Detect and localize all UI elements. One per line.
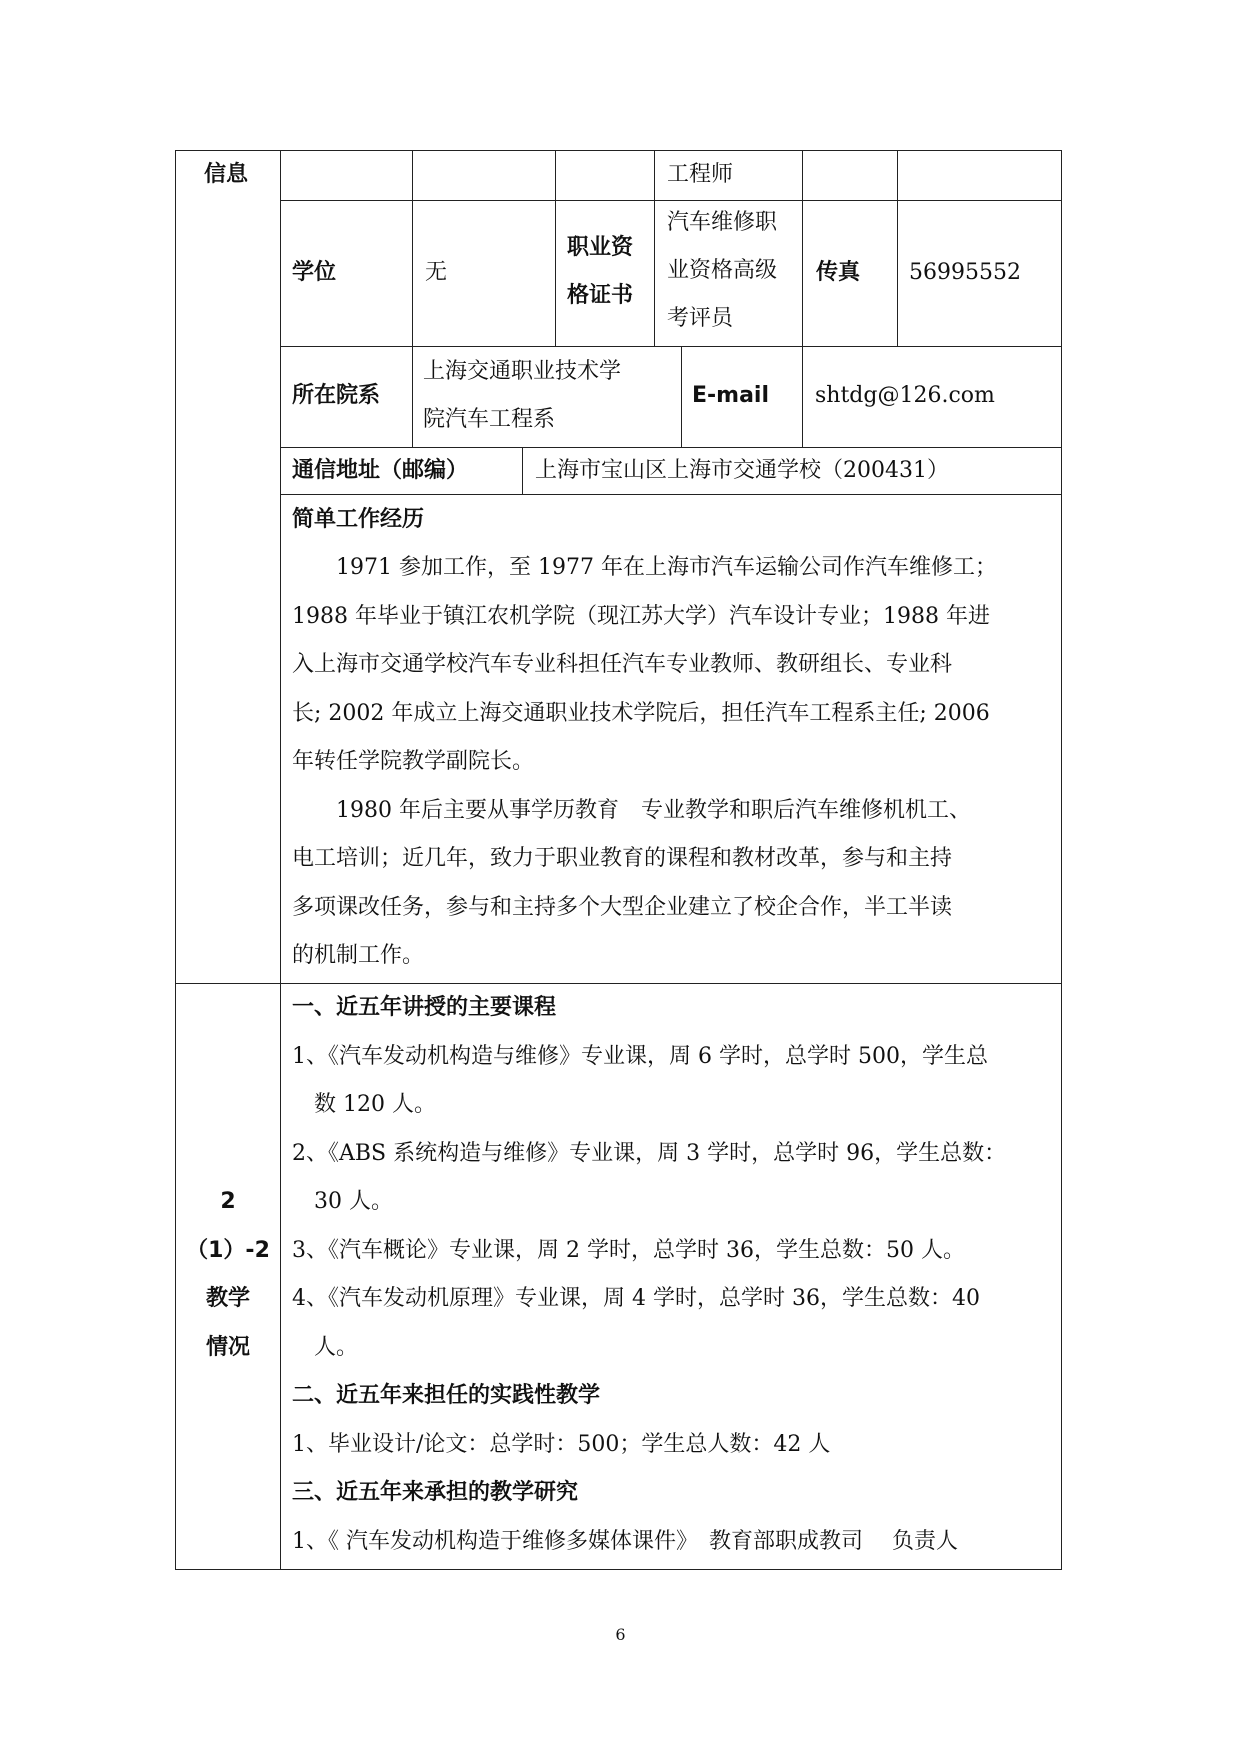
side-label-line: 2 <box>220 1189 236 1214</box>
course-line: 3、《汽车概论》专业课，周 2 学时，总学时 36，学生总数：50 人。 <box>292 1238 965 1263</box>
text-line: 1971 参加工作，至 1977 年在上海市汽车运输公司作汽车维修工； <box>292 555 997 580</box>
table-border-right <box>1061 150 1062 1570</box>
text-line: 长; 2002 年成立上海交通职业技术学院后，担任汽车工程系主任; 2006 <box>292 701 990 726</box>
course-line: 30 人。 <box>292 1189 393 1214</box>
col-line <box>555 150 556 346</box>
side-label-line: 情况 <box>205 1335 250 1360</box>
table-border-top <box>175 150 1062 151</box>
page-number: 6 <box>615 1625 626 1644</box>
address-label: 通信地址（邮编） <box>292 458 469 483</box>
email-label: E-mail <box>692 383 770 408</box>
text-line: 多项课改任务，参与和主持多个大型企业建立了校企合作，半工半读 <box>292 895 953 920</box>
dept-value-line2: 院汽车工程系 <box>423 407 556 432</box>
side-label-info: 信息 <box>204 162 249 187</box>
col-line <box>522 447 523 494</box>
col-line <box>412 346 413 447</box>
degree-value: 无 <box>425 260 448 285</box>
research-line: 1、《 汽车发动机构造于维修多媒体课件》 教育部职成教司 负责人 <box>292 1529 958 1554</box>
title-value: 工程师 <box>667 162 734 187</box>
text-line: 的机制工作。 <box>292 943 425 968</box>
col-line <box>681 346 682 447</box>
cert-value-line1: 汽车维修职 <box>667 210 778 235</box>
practice-title: 二、近五年来担任的实践性教学 <box>292 1383 601 1408</box>
table-border-bottom <box>175 1569 1062 1570</box>
table-divider-side <box>280 150 281 1570</box>
side-label-line: （1）-2 <box>186 1238 270 1263</box>
col-line <box>412 150 413 346</box>
text-line: 1980 年后主要从事学历教育 专业教学和职后汽车维修机机工、 <box>292 798 971 823</box>
practice-line: 1、毕业设计/论文：总学时：500；学生总人数：42 人 <box>292 1432 831 1457</box>
cert-label-line1: 职业资 <box>567 235 634 260</box>
course-line: 数 120 人。 <box>292 1092 436 1117</box>
degree-label: 学位 <box>292 260 337 285</box>
table-border-left <box>175 150 176 1570</box>
courses-title: 一、近五年讲授的主要课程 <box>292 995 557 1020</box>
row-line <box>280 346 1062 347</box>
course-line: 4、《汽车发动机原理》专业课，周 4 学时，总学时 36，学生总数：40 <box>292 1286 980 1311</box>
course-line: 1、《汽车发动机构造与维修》专业课，周 6 学时，总学时 500，学生总 <box>292 1044 988 1069</box>
text-line: 1988 年毕业于镇江农机学院（现江苏大学）汽车设计专业；1988 年进 <box>292 604 990 629</box>
fax-value: 56995552 <box>909 260 1021 285</box>
col-line <box>897 150 898 346</box>
text-line: 入上海市交通学校汽车专业科担任汽车专业教师、教研组长、专业科 <box>292 652 953 677</box>
side-label-line: 教学 <box>205 1286 250 1311</box>
col-line <box>802 346 803 447</box>
col-line <box>802 150 803 346</box>
cert-value-line3: 考评员 <box>667 306 734 331</box>
text-line: 年转任学院教学副院长。 <box>292 749 535 774</box>
fax-label: 传真 <box>816 260 861 285</box>
dept-label: 所在院系 <box>292 383 381 408</box>
text-line: 电工培训；近几年，致力于职业教育的课程和教材改革，参与和主持 <box>292 846 953 871</box>
course-line: 人。 <box>292 1335 359 1360</box>
course-line: 2、《ABS 系统构造与维修》专业课，周 3 学时，总学时 96，学生总数： <box>292 1141 1007 1166</box>
col-line <box>654 150 655 346</box>
cert-value-line2: 业资格高级 <box>667 258 778 283</box>
work-history-title: 简单工作经历 <box>292 507 425 532</box>
email-value: shtdg@126.com <box>815 383 995 408</box>
dept-value-line1: 上海交通职业技术学 <box>423 359 622 384</box>
address-value: 上海市宝山区上海市交通学校（200431） <box>535 458 949 483</box>
cert-label-line2: 格证书 <box>567 283 634 308</box>
research-title: 三、近五年来承担的教学研究 <box>292 1480 579 1505</box>
